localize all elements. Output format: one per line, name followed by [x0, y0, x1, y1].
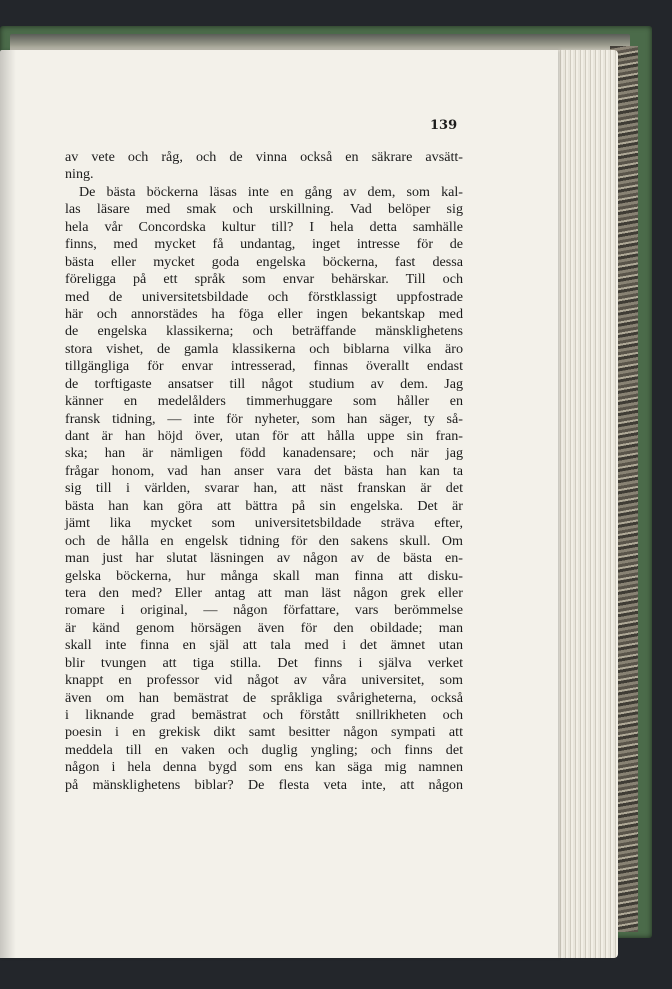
- text-line: ska; han är nämligen född kanadensare; och när jag: [65, 445, 463, 462]
- text-line: av vete och råg, och de vinna också en säkrare avsätt-: [65, 149, 463, 165]
- text-line: någon i hela denna bygd som ens kan säga mig namnen: [65, 759, 463, 776]
- text-line: med de universitetsbildade och förstklassigt uppfostrade: [65, 288, 463, 305]
- text-line: bästa han kan göra att bättra på sin engelska. Det är: [65, 497, 463, 514]
- text-line: tillgängliga för envar intresserad, finnas överallt endast: [65, 358, 463, 375]
- text-line: finns, med mycket få undantag, inget intresse för de: [65, 236, 463, 253]
- body-text: [65, 149, 463, 794]
- text-line: sig till i världen, svarar han, att näst franskan är det: [65, 480, 463, 497]
- page-stack-edges: [548, 50, 618, 958]
- text-line: hela vår Concordska kultur till? I hela detta samhälle: [65, 218, 463, 235]
- text-line: i liknande grad bemästrat och förstått snillrikheten och: [65, 707, 463, 723]
- text-line: bästa eller mycket goda engelska böckerna, fast dessa: [65, 253, 463, 270]
- text-line: även om han bemästrat de språkliga svårigheterna, också: [65, 689, 463, 706]
- text-line: och de hålla en engelsk tidning för den sakens skull. Om: [65, 532, 463, 549]
- text-line: känner en medelålders timmerhuggare som håller en: [65, 393, 463, 410]
- text-line: poesin i en grekisk dikt samt besitter någon sympati att: [65, 724, 463, 741]
- text-line: tera den med? Eller antag att man läst någon grek eller: [65, 584, 463, 601]
- text-line: föreligga på ett språk som envar behärskar. Till och: [65, 271, 463, 288]
- text-line: knappt en professor vid något av våra universitet, som: [65, 672, 463, 689]
- text-line: De bästa böckerna läsas inte en gång av dem, som kal-: [79, 183, 463, 200]
- text-line: frågar honom, vad han anser vara det bästa han kan ta: [65, 462, 463, 479]
- text-line: man just har slutat läsningen av någon av de bästa en-: [65, 550, 463, 567]
- text-line: meddela till en vaken och duglig yngling; och finns det: [65, 741, 463, 758]
- text-line: stora vishet, de gamla klassikerna och biblarna vilka äro: [65, 340, 463, 357]
- text-line: de torftigaste ansatser till något studium av dem. Jag: [65, 375, 463, 392]
- text-line: de engelska klassikerna; och beträffande mänsklighetens: [65, 323, 463, 340]
- text-line: skall inte finna en själ att tala med i det ämnet utan: [65, 637, 463, 654]
- text-line: romare i original, — någon författare, vars berömmelse: [65, 602, 463, 619]
- text-line: gelska böckerna, hur många skall man finna att disku-: [65, 567, 463, 584]
- text-line: är känd genom hörsägen även för den obildade; man: [65, 619, 463, 636]
- gutter-shadow: [0, 50, 16, 958]
- text-line: ning.: [65, 166, 94, 183]
- text-line: blir tvungen att tiga stilla. Det finns i själva verket: [65, 654, 463, 671]
- text-line: fransk tidning, — inte för nyheter, som han säger, ty så-: [65, 410, 463, 427]
- text-line: på mänsklighetens biblar? De flesta veta inte, att någon: [65, 776, 463, 793]
- page-number: 139: [430, 118, 458, 133]
- text-line: här och annorstädes ha föga eller ingen bekantskap med: [65, 305, 463, 322]
- text-line: jämt lika mycket som universitetsbildade sträva efter,: [65, 515, 463, 532]
- text-line: las läsare med smak och urskillning. Vad belöper sig: [65, 201, 463, 218]
- text-line: dant är han höjd över, utan för att hålla uppe sin fran-: [65, 428, 463, 444]
